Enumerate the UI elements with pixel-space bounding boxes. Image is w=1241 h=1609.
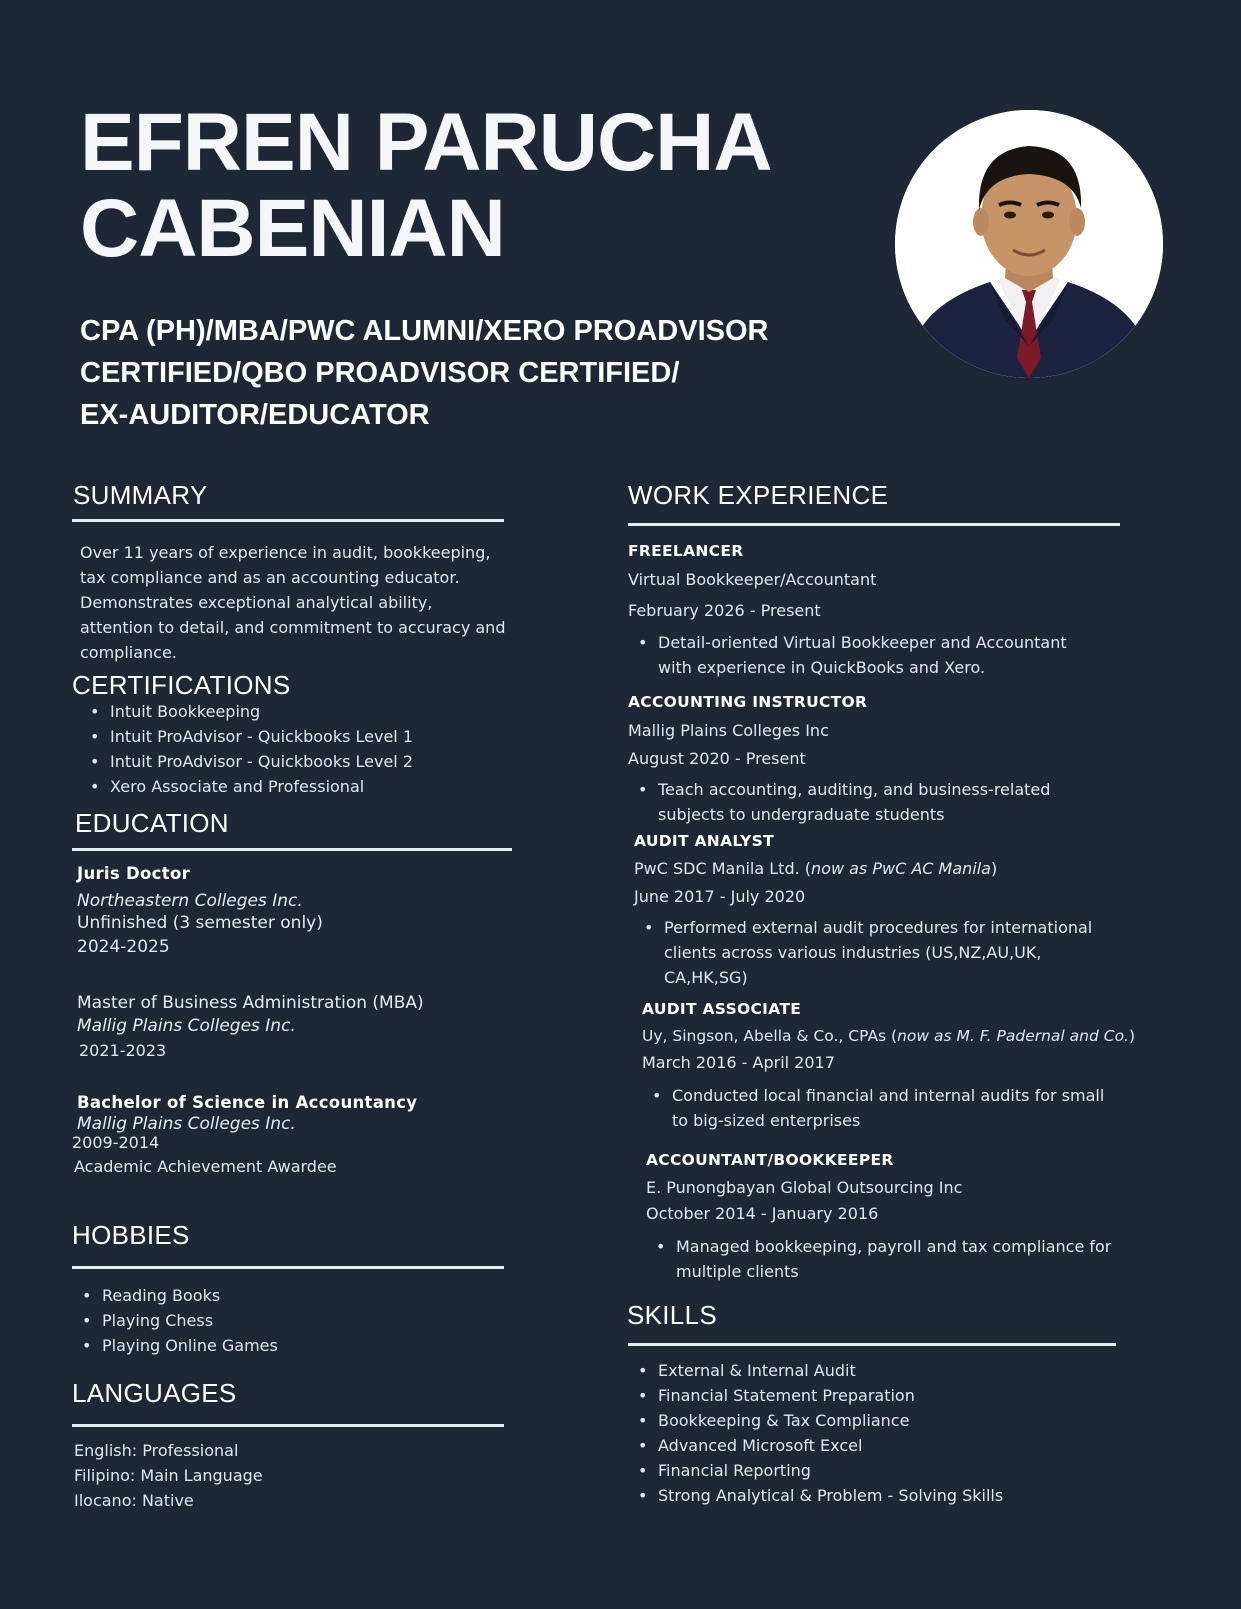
job-company: Uy, Singson, Abella & Co., CPAs (now as M. F. Padernal and Co.)	[642, 1027, 1136, 1045]
name-line-2: CABENIAN	[80, 183, 505, 274]
skills-divider	[628, 1343, 1116, 1346]
job-title: ACCOUNTANT/BOOKKEEPER	[646, 1151, 894, 1169]
education-award: Academic Achievement Awardee	[74, 1157, 337, 1176]
hobbies-heading: HOBBIES	[72, 1220, 190, 1250]
list-item: • Teach accounting, auditing, and business-related subjects to undergraduate students	[628, 777, 1078, 827]
job-bullets	[646, 1234, 1116, 1284]
tagline-line-3: EX-AUDITOR/EDUCATOR	[80, 399, 430, 431]
job-dates: June 2017 - July 2020	[634, 887, 806, 906]
list-item: • Bookkeeping & Tax Compliance	[628, 1408, 1148, 1433]
job-bullets	[628, 630, 1098, 680]
profile-photo	[895, 110, 1163, 378]
portrait-icon	[895, 110, 1163, 378]
job-entry	[646, 1149, 1186, 1284]
list-item: • Playing Chess	[72, 1308, 502, 1333]
degree-title: Bachelor of Science in Accountancy	[77, 1093, 418, 1112]
job-title: ACCOUNTING INSTRUCTOR	[628, 693, 868, 711]
hobbies-divider	[72, 1266, 504, 1269]
job-entry	[642, 998, 1202, 1133]
school-name: Northeastern Colleges Inc.	[77, 891, 303, 911]
list-item: Ilocano: Native	[74, 1491, 194, 1510]
certifications-heading: CERTIFICATIONS	[72, 670, 291, 700]
skills-heading: SKILLS	[627, 1300, 717, 1330]
degree-title: Master of Business Administration (MBA)	[77, 993, 424, 1013]
work-experience-heading: WORK EXPERIENCE	[628, 480, 889, 510]
full-name	[80, 97, 840, 274]
list-item: Filipino: Main Language	[74, 1466, 263, 1485]
summary-divider	[72, 519, 504, 522]
list-item: • Performed external audit procedures for international clients across various industries (US,NZ,AU,UK, CA,HK,SG)	[634, 915, 1104, 990]
job-title: FREELANCER	[628, 542, 744, 560]
list-item: • Xero Associate and Professional	[80, 774, 510, 799]
degree-title: Juris Doctor	[77, 864, 191, 883]
list-item: • External & Internal Audit	[628, 1358, 1148, 1383]
education-entry-bsa	[72, 1092, 512, 1179]
summary-heading: SUMMARY	[73, 480, 208, 510]
skills-list	[628, 1358, 1148, 1508]
list-item: • Intuit ProAdvisor - Quickbooks Level 2	[80, 749, 510, 774]
job-entry	[628, 691, 1148, 827]
education-years: 2024-2025	[77, 937, 170, 957]
education-heading: EDUCATION	[75, 808, 229, 838]
languages-heading: LANGUAGES	[72, 1378, 237, 1408]
list-item: • Financial Statement Preparation	[628, 1383, 1148, 1408]
list-item: • Intuit Bookkeeping	[80, 699, 510, 724]
education-entry-jd	[77, 862, 517, 960]
tagline-line-2: CERTIFIED/QBO PROADVISOR CERTIFIED/	[80, 357, 680, 389]
list-item: • Reading Books	[72, 1283, 502, 1308]
job-company: Mallig Plains Colleges Inc	[628, 721, 829, 740]
list-item: • Managed bookkeeping, payroll and tax compliance for multiple clients	[646, 1234, 1116, 1284]
job-entry	[634, 830, 1174, 990]
job-bullets	[628, 777, 1078, 827]
job-entry	[628, 540, 1148, 680]
name-line-1: EFREN PARUCHA	[80, 97, 772, 188]
job-company: E. Punongbayan Global Outsourcing Inc	[646, 1178, 963, 1197]
work-divider	[628, 523, 1120, 526]
education-entry-mba	[77, 992, 517, 1063]
list-item: • Detail-oriented Virtual Bookkeeper and Accountant with experience in QuickBooks and Xero.	[628, 630, 1098, 680]
job-dates: March 2016 - April 2017	[642, 1053, 835, 1072]
job-dates: February 2026 - Present	[628, 601, 821, 620]
certifications-list	[80, 699, 510, 799]
list-item: • Playing Online Games	[72, 1333, 502, 1358]
education-divider	[72, 848, 512, 851]
list-item: • Intuit ProAdvisor - Quickbooks Level 1	[80, 724, 510, 749]
job-company: Virtual Bookkeeper/Accountant	[628, 570, 877, 589]
hobbies-list	[72, 1283, 502, 1358]
languages-divider	[72, 1424, 504, 1427]
education-note: Unfinished (3 semester only)	[77, 913, 323, 933]
list-item: • Financial Reporting	[628, 1458, 1148, 1483]
professional-tagline	[80, 310, 840, 436]
tagline-line-1: CPA (PH)/MBA/PWC ALUMNI/XERO PROADVISOR	[80, 315, 769, 347]
job-title: AUDIT ANALYST	[634, 832, 774, 850]
job-title: AUDIT ASSOCIATE	[642, 1000, 802, 1018]
summary-text: Over 11 years of experience in audit, bookkeeping, tax compliance and as an accounting educator. Demonstrates exceptional analytical ability, attention to detail, and commitment to accuracy and compliance.	[80, 543, 506, 662]
education-years: 2009-2014	[72, 1133, 160, 1152]
job-bullets	[642, 1083, 1112, 1133]
job-bullets	[634, 915, 1104, 990]
job-dates: August 2020 - Present	[628, 749, 806, 768]
languages-list	[74, 1438, 504, 1513]
list-item: • Advanced Microsoft Excel	[628, 1433, 1148, 1458]
list-item: • Strong Analytical & Problem - Solving Skills	[628, 1483, 1148, 1508]
list-item: English: Professional	[74, 1441, 239, 1460]
school-name: Mallig Plains Colleges Inc.	[77, 1114, 296, 1134]
school-name: Mallig Plains Colleges Inc.	[77, 1016, 296, 1036]
job-dates: October 2014 - January 2016	[646, 1204, 879, 1223]
list-item: • Conducted local financial and internal audits for small to big-sized enterprises	[642, 1083, 1112, 1133]
job-company: PwC SDC Manila Ltd. (now as PwC AC Manila)	[634, 859, 998, 878]
education-years: 2021-2023	[79, 1041, 167, 1060]
